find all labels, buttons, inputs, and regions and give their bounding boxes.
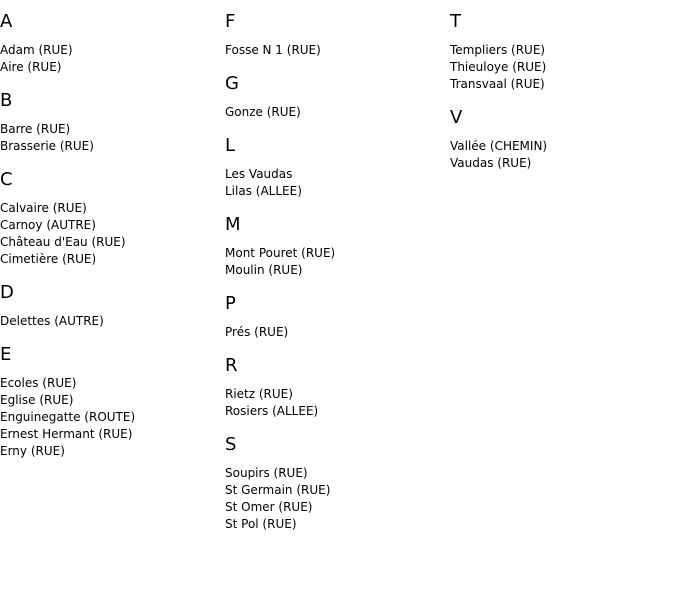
- letter-group-b: [0, 90, 225, 155]
- group-letter-heading: F: [225, 11, 236, 32]
- street-link[interactable]: Delettes (AUTRE): [0, 314, 104, 328]
- street-link[interactable]: Aire (RUE): [0, 60, 62, 74]
- street-link[interactable]: St Omer (RUE): [225, 500, 313, 514]
- street-list: [0, 375, 225, 460]
- street-link[interactable]: Enguinegatte (ROUTE): [0, 410, 136, 424]
- street-link[interactable]: Prés (RUE): [225, 325, 289, 339]
- street-link[interactable]: Calvaire (RUE): [0, 201, 87, 215]
- street-link[interactable]: Erny (RUE): [0, 444, 65, 458]
- street-index-column-2: [225, 0, 450, 547]
- street-list: [0, 42, 225, 76]
- group-letter-heading: R: [225, 355, 238, 376]
- letter-group-e: [0, 344, 225, 460]
- street-list: [225, 245, 450, 279]
- group-letter-heading: P: [225, 293, 236, 314]
- street-link[interactable]: Templiers (RUE): [450, 43, 546, 57]
- group-letter-heading: C: [0, 169, 13, 190]
- letter-group-d: [0, 282, 225, 330]
- group-letter-heading: E: [0, 344, 12, 365]
- letter-group-t: [450, 11, 675, 93]
- street-link[interactable]: Fosse N 1 (RUE): [225, 43, 321, 57]
- letter-group-r: [225, 355, 450, 420]
- street-link[interactable]: Ernest Hermant (RUE): [0, 427, 133, 441]
- street-list: [225, 42, 450, 59]
- letter-group-c: [0, 169, 225, 268]
- group-letter-heading: D: [0, 282, 14, 303]
- street-link[interactable]: Brasserie (RUE): [0, 139, 94, 153]
- street-list: [225, 465, 450, 533]
- street-link[interactable]: Vaudas (RUE): [450, 156, 532, 170]
- street-link[interactable]: St Germain (RUE): [225, 483, 331, 497]
- street-list: [225, 104, 450, 121]
- street-list: [450, 138, 675, 172]
- street-link[interactable]: Vallée (CHEMIN): [450, 139, 548, 153]
- group-letter-heading: G: [225, 73, 239, 94]
- street-link[interactable]: Lilas (ALLEE): [225, 184, 302, 198]
- street-list: [225, 166, 450, 200]
- street-link[interactable]: Gonze (RUE): [225, 105, 301, 119]
- street-list: [0, 121, 225, 155]
- street-link[interactable]: Cimetière (RUE): [0, 252, 97, 266]
- street-link[interactable]: Rosiers (ALLEE): [225, 404, 319, 418]
- letter-group-s: [225, 434, 450, 533]
- group-letter-heading: B: [0, 90, 13, 111]
- street-link[interactable]: Transvaal (RUE): [450, 77, 545, 91]
- group-letter-heading: V: [450, 107, 463, 128]
- street-link[interactable]: Rietz (RUE): [225, 387, 293, 401]
- street-index-column-3: [450, 0, 675, 186]
- letter-group-f: [225, 11, 450, 59]
- street-link[interactable]: Adam (RUE): [0, 43, 73, 57]
- group-letter-heading: L: [225, 135, 236, 156]
- street-link[interactable]: Château d'Eau (RUE): [0, 235, 126, 249]
- street-link[interactable]: Les Vaudas: [225, 167, 293, 181]
- street-link[interactable]: Thieuloye (RUE): [450, 60, 547, 74]
- letter-group-a: [0, 11, 225, 76]
- street-link[interactable]: Moulin (RUE): [225, 263, 303, 277]
- letter-group-p: [225, 293, 450, 341]
- street-link[interactable]: Eglise (RUE): [0, 393, 74, 407]
- group-letter-heading: S: [225, 434, 237, 455]
- group-letter-heading: T: [450, 11, 461, 32]
- letter-group-l: [225, 135, 450, 200]
- street-link[interactable]: Ecoles (RUE): [0, 376, 77, 390]
- group-letter-heading: A: [0, 11, 13, 32]
- letter-group-m: [225, 214, 450, 279]
- street-list: [0, 200, 225, 268]
- street-list: [225, 386, 450, 420]
- street-list: [225, 324, 450, 341]
- street-link[interactable]: St Pol (RUE): [225, 517, 297, 531]
- street-link[interactable]: Soupirs (RUE): [225, 466, 308, 480]
- street-index-column-1: [0, 0, 225, 474]
- street-link[interactable]: Carnoy (AUTRE): [0, 218, 96, 232]
- letter-group-v: [450, 107, 675, 172]
- street-list: [450, 42, 675, 93]
- letter-group-g: [225, 73, 450, 121]
- group-letter-heading: M: [225, 214, 241, 235]
- street-list: [0, 313, 225, 330]
- street-link[interactable]: Barre (RUE): [0, 122, 71, 136]
- street-link[interactable]: Mont Pouret (RUE): [225, 246, 336, 260]
